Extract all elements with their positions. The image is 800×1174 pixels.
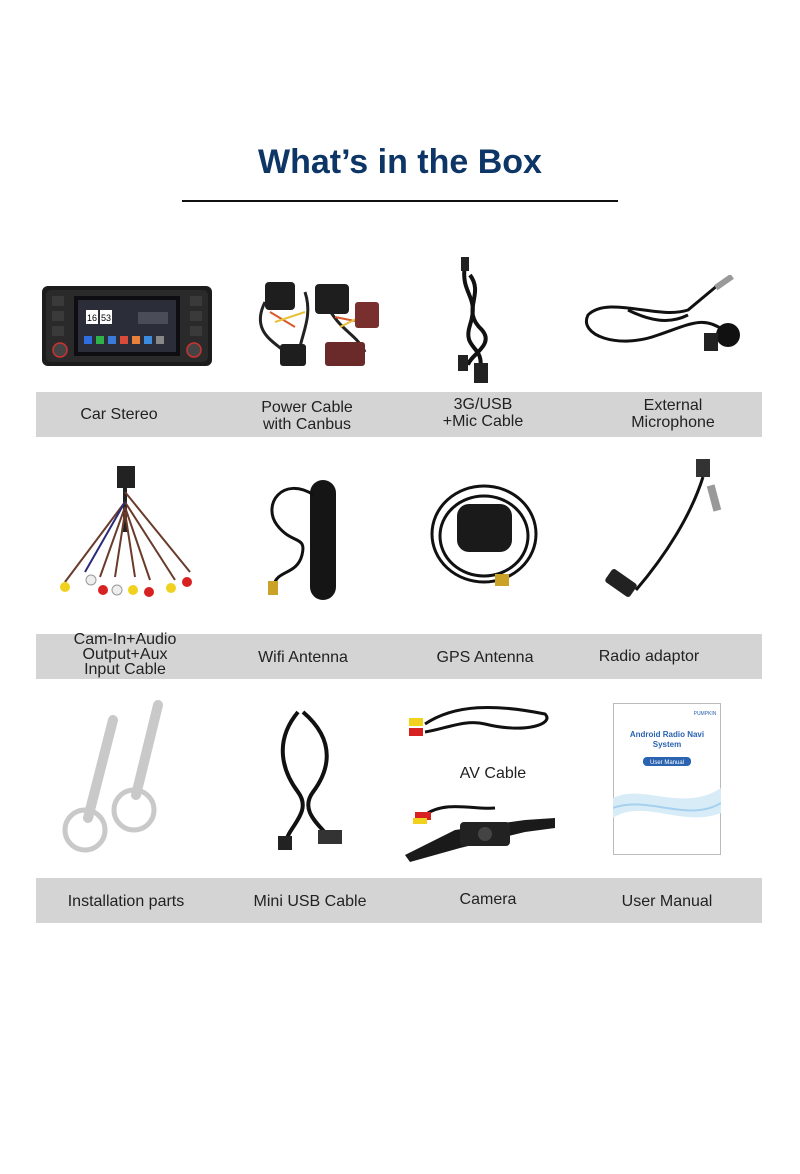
item-label-rca-cable: Cam-In+Audio Output+Aux Input Cable (73, 631, 177, 678)
stereo-clock-minutes: 53 (100, 313, 112, 323)
microphone-icon (578, 275, 743, 360)
gps-antenna-icon (427, 474, 542, 594)
title-divider (182, 200, 618, 202)
stereo-clock-hours: 16 (86, 313, 98, 323)
manual-title-line2: System (652, 740, 682, 749)
av-cable-icon (405, 694, 555, 744)
mini-usb-cable-icon (268, 702, 353, 852)
removal-tools-icon (58, 700, 168, 855)
item-label-gps-antenna: GPS Antenna (436, 649, 534, 666)
item-label-mini-usb-cable: Mini USB Cable (253, 893, 367, 910)
rca-cable-icon (55, 462, 205, 607)
user-manual-icon (613, 703, 721, 855)
item-label-usb-cable: 3G/USB +Mic Cable (442, 396, 524, 430)
item-label-camera: Camera (459, 891, 517, 908)
manual-title-line1: Android Radio Navi (629, 730, 705, 739)
av-cable-label: AV Cable (459, 765, 527, 782)
manual-brand: PUMPKIN (693, 711, 717, 717)
power-cable-icon (245, 272, 390, 377)
car-stereo-icon (42, 286, 212, 366)
item-label-radio-adaptor: Radio adaptor (598, 648, 700, 665)
item-label-installation-parts: Installation parts (67, 893, 185, 910)
wifi-antenna-icon (262, 475, 352, 605)
radio-adaptor-icon (596, 455, 731, 610)
item-label-car-stereo: Car Stereo (80, 406, 158, 423)
usb-cable-icon (440, 255, 510, 385)
page-title: What’s in the Box (258, 143, 542, 181)
item-label-user-manual: User Manual (621, 893, 713, 910)
camera-icon (405, 800, 560, 865)
item-label-power-cable: Power Cable with Canbus (261, 399, 353, 433)
manual-badge: User Manual (649, 760, 685, 766)
item-label-wifi-antenna: Wifi Antenna (258, 649, 348, 666)
item-label-microphone: External Microphone (631, 397, 715, 431)
